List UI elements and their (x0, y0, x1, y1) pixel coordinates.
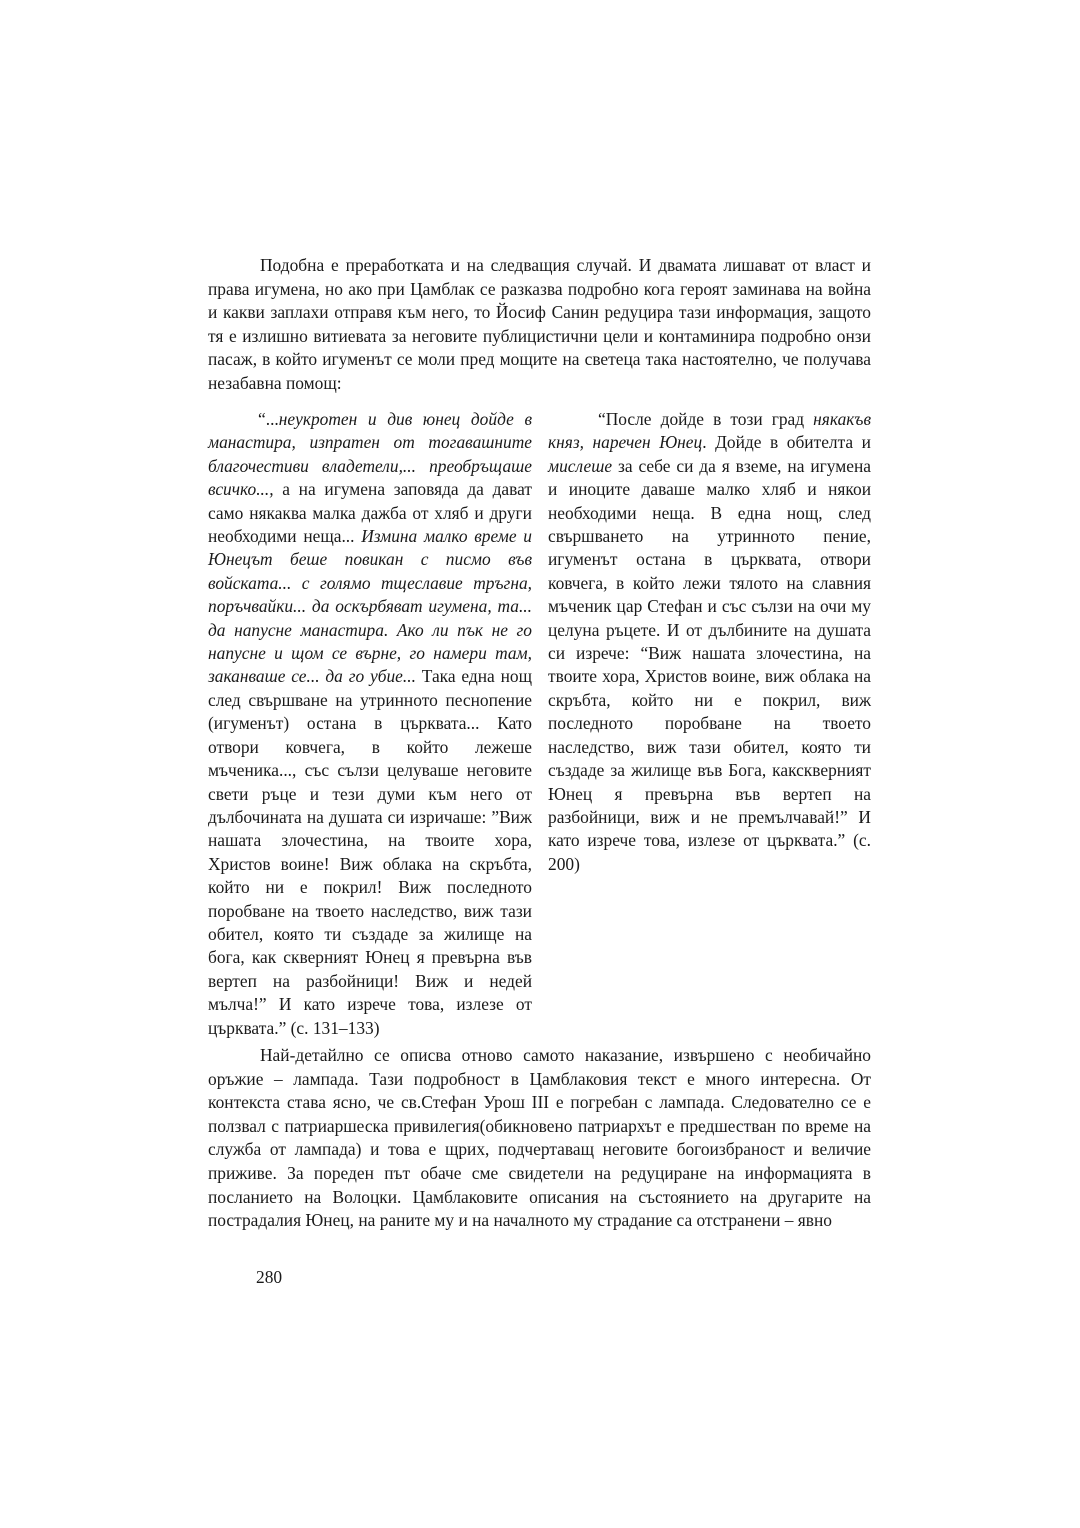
quote-right-normal-3: за себе си да я вземе, на игумена и иноците даваше малко хляб и някои необходими неща. В една нощ, след свършването на утринното пение, игуменът остана в църквата, отвори ковчега, в който лежи тялото на славния мъченик цар Стефан и със сълзи на очи му целуна ръцете. И от дълбините на душата си изрече: “Виж нашата злочестина, на твоите хора, Христов воине, виж облака на скръбта, който ни е покрил, виж последното поробване на твоето наследство, виж тази обител, която ти създаде за жилище във Бога, какскверният Юнец я превърна във вертеп на разбойници, виж и не премълчавай!” И като изрече това, излезе от църквата.” (с. 200) (548, 455, 871, 874)
quote-left-normal-1: а на игумена заповяда да дават само някаква малка дажба от хляб и други необходими неща... (208, 479, 532, 547)
page-number: 280 (256, 1267, 283, 1287)
quote-right-italic-1: някакъв княз, наречен Юнец (548, 409, 871, 453)
quote-left-open: “... (258, 409, 279, 429)
quote-left-italic-2: Измина малко време и Юнецът беше повикан с писмо във войската... с голямо тщеславие тръгна, поръчвайки... да оскърбяват игумена, та... да напусне манастира. Ако ли пък не го напусне и щом се върне, го намери там, заканваше се... да го убие... (208, 526, 532, 687)
quote-column-left (208, 408, 532, 1040)
quote-left-italic-1: неукротен и див юнец дойде в манастира, изпратен от тогавашните благочестиви владетели,... преобръщаше всичко..., (208, 409, 532, 500)
paragraph-conclusion (208, 1044, 871, 1233)
quote-left-text (208, 408, 532, 1040)
quote-left-normal-2: Така една нощ след свършване на утринното песнопение (игуменът) остана в църквата... Като отвори ковчега, в който лежеше мъченика..., със сълзи целуваше неговите свети ръце и тези думи към него от дълбочината на душата си изричаше: ”Виж нашата злочестина, на твоите хора, Христов воине! Виж облака на скръбта, който ни е покрил! Виж последното поробване на твоето наследство, виж тази обител, която ти създаде за жилище на бога, как скверният Юнец я превърна във вертеп на разбойници! Виж и недей мълча!” И като изрече това, излезе от църквата.” (с. 131–133) (208, 666, 532, 1038)
quote-column-right (548, 408, 871, 876)
quote-right-normal-1: “После дойде в този град (598, 409, 814, 429)
quote-right-text (548, 408, 871, 876)
paragraph-intro (208, 254, 871, 396)
paragraph-conclusion-text: Най-детайлно се описва отново самото наказание, извършено с необичайно оръжие – лампада. Тази подробност в Цамблаковия текст е много интересна. От контекста става ясно, че св.Стефан Урош III е погребан с лампада. Следователно се е ползвал с патриаршеска привилегия(обикновено патриархът е предшестван по време на служба от лампада) и това е щрих, подчертаващ неговите богоизбраност и величие приживе. За пореден път обаче сме свидетели на редуциране на информацията в посланието на Волоцки. Цамблаковите описания на състоянието на другарите на пострадалия Юнец, на раните му и на началното му страдание са отстранени – явно (208, 1045, 871, 1231)
paragraph-intro-text: Подобна е преработката и на следващия случай. И двамата лишават от власт и права игумена, но ако при Цамблак се разказва подробно кога героят заминава на война и какви заплахи отправя към него, то Йосиф Санин редуцира тази информация, защото тя е излишно витиевата за неговите публицистични цели и контаминира подробно онзи пасаж, в който игуменът се моли пред мощите на светеца така настоятелно, че получава незабавна помощ: (208, 255, 871, 393)
quote-right-italic-2: мислеше (548, 455, 613, 476)
quote-right-normal-2: . Дойде в обителта и (702, 432, 871, 453)
